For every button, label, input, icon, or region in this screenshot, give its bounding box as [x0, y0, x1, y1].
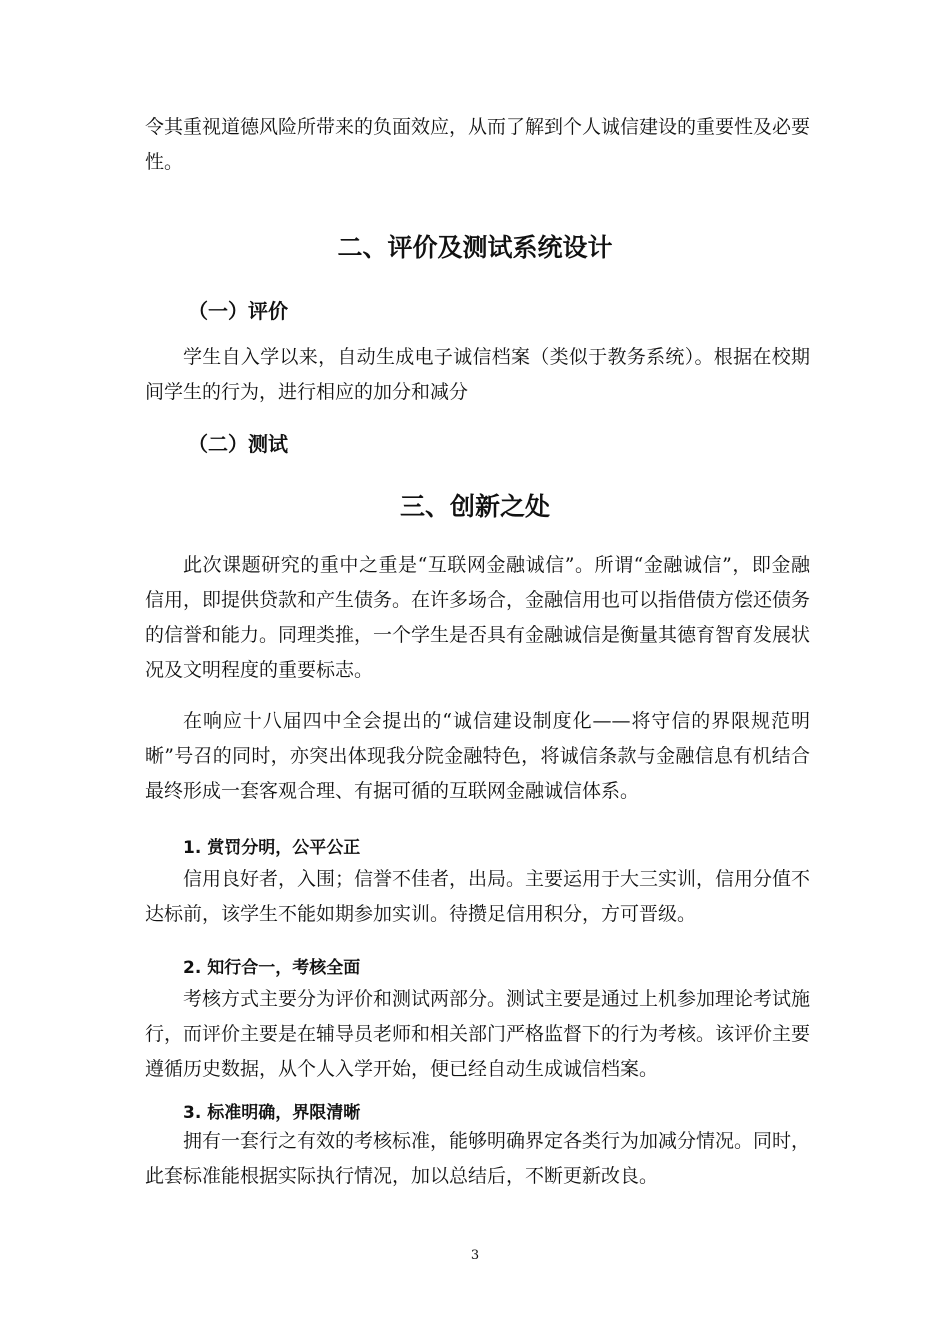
item-2-text: 考核方式主要分为评价和测试两部分。测试主要是通过上机参加理论考试施行，而评价主要是在辅导员老师和相关部门严格监督下的行为考核。该评价主要遵循历史数据，从个人入学开始，便已经自动生成诚信档案。: [145, 988, 811, 1080]
subsection-evaluation-heading: （一）评价: [188, 299, 288, 323]
item-3-text: 拥有一套行之有效的考核标准，能够明确界定各类行为加减分情况。同时，此套标准能根据实际执行情况，加以总结后，不断更新改良。: [145, 1130, 811, 1187]
section-2-heading: 二、评价及测试系统设计: [337, 233, 613, 262]
innovation-paragraph-2: 在响应十八届四中全会提出的“诚信建设制度化——将守信的界限规范明晰”号召的同时，亦突出体现我分院金融特色，将诚信条款与金融信息有机结合最终形成一套客观合理、有据可循的互联网金融诚信体系。: [145, 710, 810, 802]
item-2-title: 2. 知行合一，考核全面: [183, 958, 361, 978]
section-3-heading: 三、创新之处: [399, 492, 550, 521]
innovation-paragraph-1: 此次课题研究的重中之重是“互联网金融诚信”。所谓“金融诚信”，即金融信用，即提供贷款和产生债务。在许多场合，金融信用也可以指借债方偿还债务的信誉和能力。同理类推，一个学生是否具有金融诚信是衡量其德育智育发展状况及文明程度的重要标志。: [145, 554, 811, 681]
item-1-text: 信用良好者，入围；信誉不佳者，出局。主要运用于大三实训，信用分值不达标前，该学生不能如期参加实训。待攒足信用积分，方可晋级。: [145, 868, 811, 925]
item-1-title: 1. 赏罚分明，公平公正: [183, 838, 361, 858]
page-number: 3: [470, 1248, 480, 1263]
subsection-test-heading: （二）测试: [188, 432, 288, 456]
intro-paragraph: 令其重视道德风险所带来的负面效应，从而了解到个人诚信建设的重要性及必要性。: [145, 116, 811, 173]
item-3-title: 3. 标准明确，界限清晰: [183, 1103, 361, 1123]
evaluation-paragraph: 学生自入学以来，自动生成电子诚信档案（类似于教务系统）。根据在校期间学生的行为，进行相应的加分和减分: [145, 346, 810, 403]
